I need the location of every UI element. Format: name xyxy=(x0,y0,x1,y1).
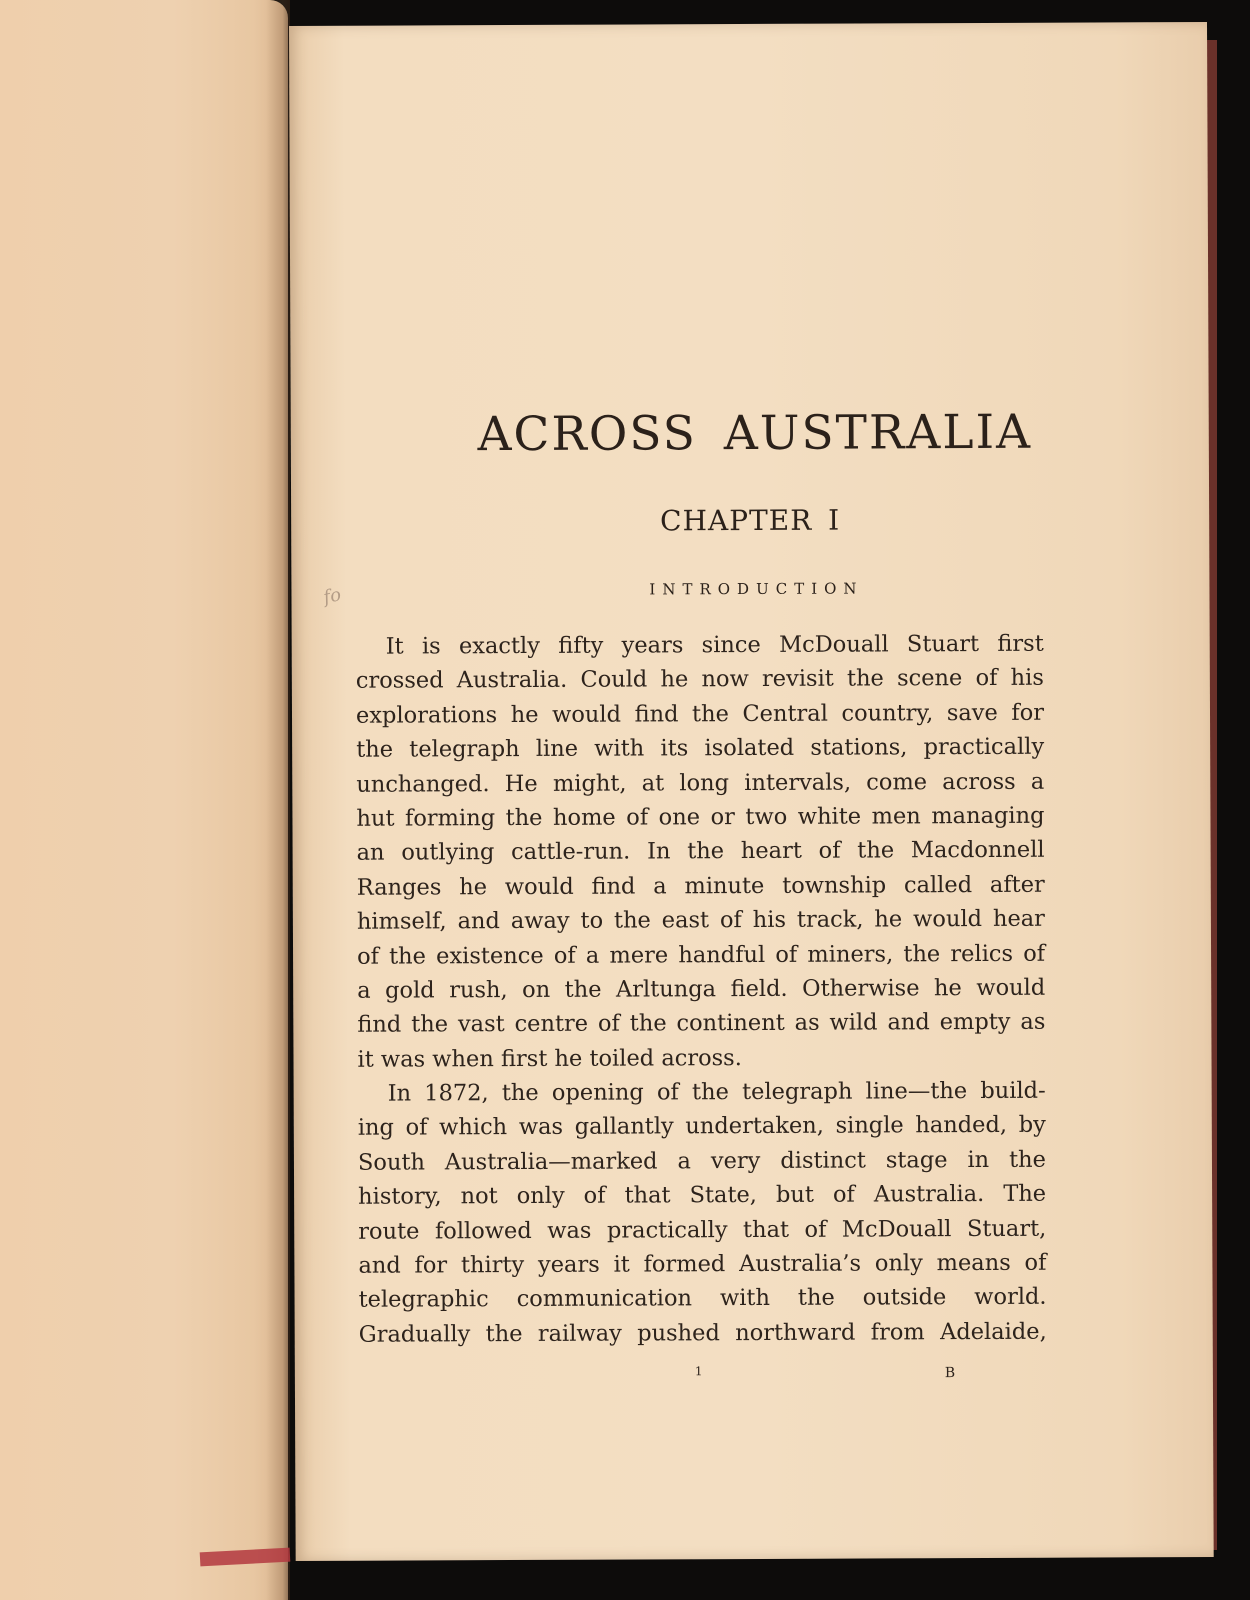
gutter-shadow xyxy=(266,0,290,1600)
text-line: explorations he would find the Central country, save for xyxy=(355,699,1045,729)
pencil-annotation: fo xyxy=(321,584,344,609)
text-line: South Australia—marked a very distinct stage in the xyxy=(357,1146,1047,1176)
text-line: himself, and away to the east of his track, he would hear xyxy=(356,905,1045,935)
text-line: and for thirty years it formed Australia’s only means of xyxy=(358,1249,1047,1279)
left-page xyxy=(0,0,288,1600)
text-line: It is exactly fifty years since McDouall Stuart first xyxy=(385,630,1044,660)
text-line: an outlying cattle-run. In the heart of the Macdonnell xyxy=(356,837,1045,867)
text-line: route followed was practically that of McDouall Stuart, xyxy=(358,1215,1047,1245)
chapter-heading: CHAPTER I xyxy=(660,503,841,538)
text-line: hut forming the home of one or two white men managing xyxy=(356,802,1045,832)
right-page xyxy=(289,22,1214,1561)
text-line: find the vast centre of the continent as wild and empty as xyxy=(357,1009,1046,1039)
text-line: the telegraph line with its isolated stations, practically xyxy=(356,733,1045,763)
text-line: it was when first he toiled across. xyxy=(357,1044,742,1073)
page-footer xyxy=(295,1362,1213,1386)
signature-mark: B xyxy=(944,1365,956,1382)
text-line: a gold rush, on the Arltunga field. Otherwise he would xyxy=(357,974,1046,1004)
text-line: crossed Australia. Could he now revisit the scene of his xyxy=(355,665,1044,695)
text-line: ing of which was gallantly undertaken, single handed, by xyxy=(357,1112,1046,1142)
text-line: of the existence of a mere handful of miners, the relics of xyxy=(357,940,1046,970)
book-title: ACROSS AUSTRALIA xyxy=(477,404,1033,463)
text-line: Gradually the railway pushed northward from Adelaide, xyxy=(358,1318,1047,1348)
text-line: history, not only of that State, but of Australia. The xyxy=(358,1180,1047,1210)
page-number: 1 xyxy=(694,1364,703,1379)
text-line: In 1872, the opening of the telegraph line—the build- xyxy=(387,1077,1046,1107)
text-line: telegraphic communication with the outside world. xyxy=(358,1284,1047,1314)
text-line: Ranges he would find a minute township called after xyxy=(356,871,1045,901)
body-text xyxy=(356,627,1047,1352)
section-heading: INTRODUCTION xyxy=(649,579,864,599)
text-line: unchanged. He might, at long intervals, come across a xyxy=(356,768,1045,798)
